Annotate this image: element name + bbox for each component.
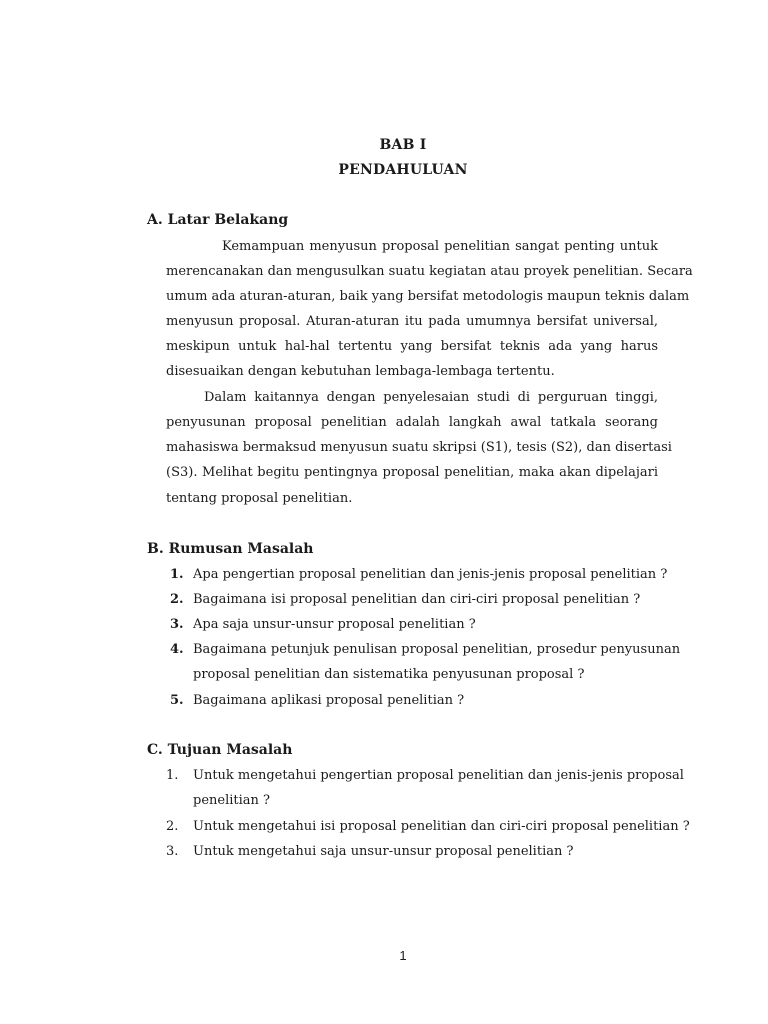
list-number: 4. <box>170 642 184 657</box>
list-item-text: Untuk mengetahui pengertian proposal penelitian dan jenis-jenis proposal <box>193 768 684 783</box>
list-number: 3. <box>170 617 184 632</box>
paragraph-line: merencanakan dan mengusulkan suatu kegiatan atau proyek penelitian. Secara <box>166 264 693 279</box>
paragraph-line: Dalam kaitannya dengan penyelesaian studi di perguruan tinggi, <box>204 390 658 405</box>
list-item-text: proposal penelitian dan sistematika penyusunan proposal ? <box>193 667 585 682</box>
paragraph-line: menyusun proposal. Aturan-aturan itu pada umumnya bersifat universal, <box>166 314 658 329</box>
list-item-text: Bagaimana petunjuk penulisan proposal penelitian, prosedur penyusunan <box>193 642 681 657</box>
paragraph-line: tentang proposal penelitian. <box>166 491 353 506</box>
chapter-number: BAB I <box>379 137 427 153</box>
paragraph-line: meskipun untuk hal-hal tertentu yang bersifat teknis ada yang harus <box>166 339 658 354</box>
section-heading-rumusan-masalah: B. Rumusan Masalah <box>147 541 314 557</box>
section-heading-tujuan-masalah: C. Tujuan Masalah <box>147 742 293 758</box>
paragraph-line: disesuaikan dengan kebutuhan lembaga-lembaga tertentu. <box>166 364 555 379</box>
page-number: 1 <box>399 948 407 963</box>
list-item-text: Bagaimana isi proposal penelitian dan ciri-ciri proposal penelitian ? <box>193 592 641 607</box>
list-item-text: Bagaimana aplikasi proposal penelitian ? <box>193 693 465 708</box>
list-number: 2. <box>170 592 184 607</box>
paragraph-line: penyusunan proposal penelitian adalah langkah awal tatkala seorang <box>166 415 658 430</box>
list-item-text: Untuk mengetahui isi proposal penelitian dan ciri-ciri proposal penelitian ? <box>193 819 690 834</box>
list-item-text: penelitian ? <box>193 793 271 808</box>
list-item-text: Apa saja unsur-unsur proposal penelitian ? <box>193 617 476 632</box>
paragraph-line: umum ada aturan-aturan, baik yang bersifat metodologis maupun teknis dalam <box>166 289 690 304</box>
list-number: 5. <box>170 693 184 708</box>
list-number: 2. <box>166 819 179 834</box>
chapter-title: PENDAHULUAN <box>338 162 468 178</box>
list-number: 3. <box>166 844 179 859</box>
list-number: 1. <box>170 567 184 582</box>
list-item-text: Apa pengertian proposal penelitian dan jenis-jenis proposal penelitian ? <box>193 567 668 582</box>
paragraph-line: Kemampuan menyusun proposal penelitian sangat penting untuk <box>222 239 658 254</box>
paragraph-line: (S3). Melihat begitu pentingnya proposal penelitian, maka akan dipelajari <box>166 465 658 480</box>
section-heading-latar-belakang: A. Latar Belakang <box>147 212 289 228</box>
list-number: 1. <box>166 768 179 783</box>
paragraph-line: mahasiswa bermaksud menyusun suatu skripsi (S1), tesis (S2), dan disertasi <box>166 440 672 455</box>
list-item-text: Untuk mengetahui saja unsur-unsur proposal penelitian ? <box>193 844 574 859</box>
